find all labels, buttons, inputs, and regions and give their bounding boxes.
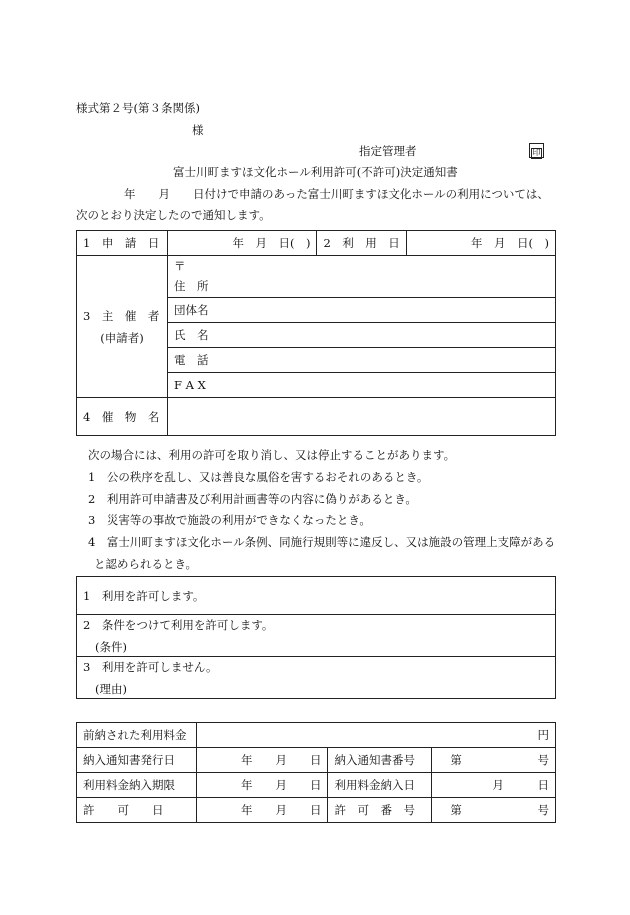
decision-option-3: 3 利用を許可しません。 [83, 659, 218, 674]
use-date-field[interactable]: 年 月 日( ) [407, 231, 556, 256]
decision-option-1[interactable]: 1 利用を許可します。 [77, 577, 556, 615]
organizer-sub: (申請者) [100, 330, 144, 345]
notice-number-field[interactable] [432, 748, 556, 773]
notice-number-label: 納入通知書番号 [328, 748, 432, 773]
decision-conditions-label: (条件) [95, 639, 127, 654]
pay-date-label: 利用料金納入日 [328, 773, 432, 798]
day-unit: 日 [537, 778, 549, 792]
due-date-label: 利用料金納入期限 [77, 773, 197, 798]
event-field[interactable] [167, 398, 555, 436]
name-field[interactable]: 氏 名 [167, 323, 555, 348]
month-unit: 月 [275, 803, 287, 817]
condition-3: 3 災害等の事故で施設の利用ができなくなったとき。 [88, 513, 371, 527]
day-unit: 日 [309, 803, 322, 817]
document-title: 富士川町ますほ文化ホール利用許可(不許可)決定通知書 [173, 165, 458, 179]
seal-mark: 印 [529, 143, 544, 158]
intro-line-2: 次のとおり決定したので通知します。 [76, 208, 271, 222]
go-suffix: 号 [537, 753, 549, 767]
issue-date-label: 納入通知書発行日 [77, 748, 197, 773]
application-table [76, 230, 556, 436]
condition-1: 1 公の秩序を乱し、又は善良な風俗を害するおそれのあるとき。 [88, 470, 429, 484]
intro-line-1: 年 月 日付けで申請のあった富士川町ますほ文化ホールの利用については、 [124, 187, 549, 201]
issue-date-field[interactable] [196, 748, 328, 773]
addressee-suffix: 様 [192, 123, 204, 137]
permit-number-label: 許 可 番 号 [328, 798, 432, 823]
year-unit: 年 [240, 778, 253, 792]
postal-mark: 〒 [167, 256, 555, 276]
day-unit: 日 [309, 753, 322, 767]
conditions-intro: 次の場合には、利用の許可を取り消し、又は停止することがあります。 [88, 448, 456, 462]
go-suffix: 号 [537, 803, 549, 817]
apply-date-field[interactable]: 年 月 日( ) [167, 231, 317, 256]
decision-table [76, 576, 556, 699]
permit-date-label: 許 可 日 [77, 798, 197, 823]
month-unit: 月 [275, 753, 287, 767]
condition-4: 4 富士川町ますほ文化ホール条例、同施行規則等に違反し、又は施設の管理上支障がある [88, 535, 556, 549]
fee-table [76, 722, 556, 823]
group-field[interactable]: 団体名 [167, 298, 555, 323]
due-date-field[interactable] [196, 773, 328, 798]
day-unit: 日 [309, 778, 322, 792]
decision-option-2-cell[interactable] [77, 615, 556, 657]
organizer-label-cell [77, 256, 168, 398]
event-label: 4 催 物 名 [77, 398, 168, 436]
apply-date-label: 1 申 請 日 [77, 231, 168, 256]
fax-field[interactable]: F A X [167, 373, 555, 398]
dai-prefix: 第 [450, 803, 462, 817]
paid-fee-label: 前納された利用料金 [77, 723, 197, 748]
permit-date-field[interactable] [196, 798, 328, 823]
condition-4-cont: と認められるとき。 [94, 557, 198, 571]
month-unit: 月 [492, 778, 504, 792]
permit-number-field[interactable] [432, 798, 556, 823]
pay-date-field[interactable] [432, 773, 556, 798]
year-unit: 年 [240, 803, 253, 817]
decision-option-2: 2 条件をつけて利用を許可します。 [83, 617, 274, 632]
address-field[interactable]: 住 所 [167, 276, 555, 298]
decision-option-3-cell[interactable] [77, 657, 556, 699]
use-date-label: 2 利 用 日 [317, 231, 407, 256]
manager-label: 指定管理者 [359, 144, 417, 158]
phone-field[interactable]: 電 話 [167, 348, 555, 373]
year-unit: 年 [240, 753, 253, 767]
dai-prefix: 第 [450, 753, 462, 767]
month-unit: 月 [275, 778, 287, 792]
organizer-label: 3 主 催 者 [83, 308, 160, 323]
paid-fee-field[interactable]: 円 [196, 723, 555, 748]
decision-reason-label: (理由) [95, 681, 127, 696]
condition-2: 2 利用許可申請書及び利用計画書等の内容に偽りがあるとき。 [88, 492, 417, 506]
form-number: 様式第２号(第３条関係) [76, 101, 200, 115]
